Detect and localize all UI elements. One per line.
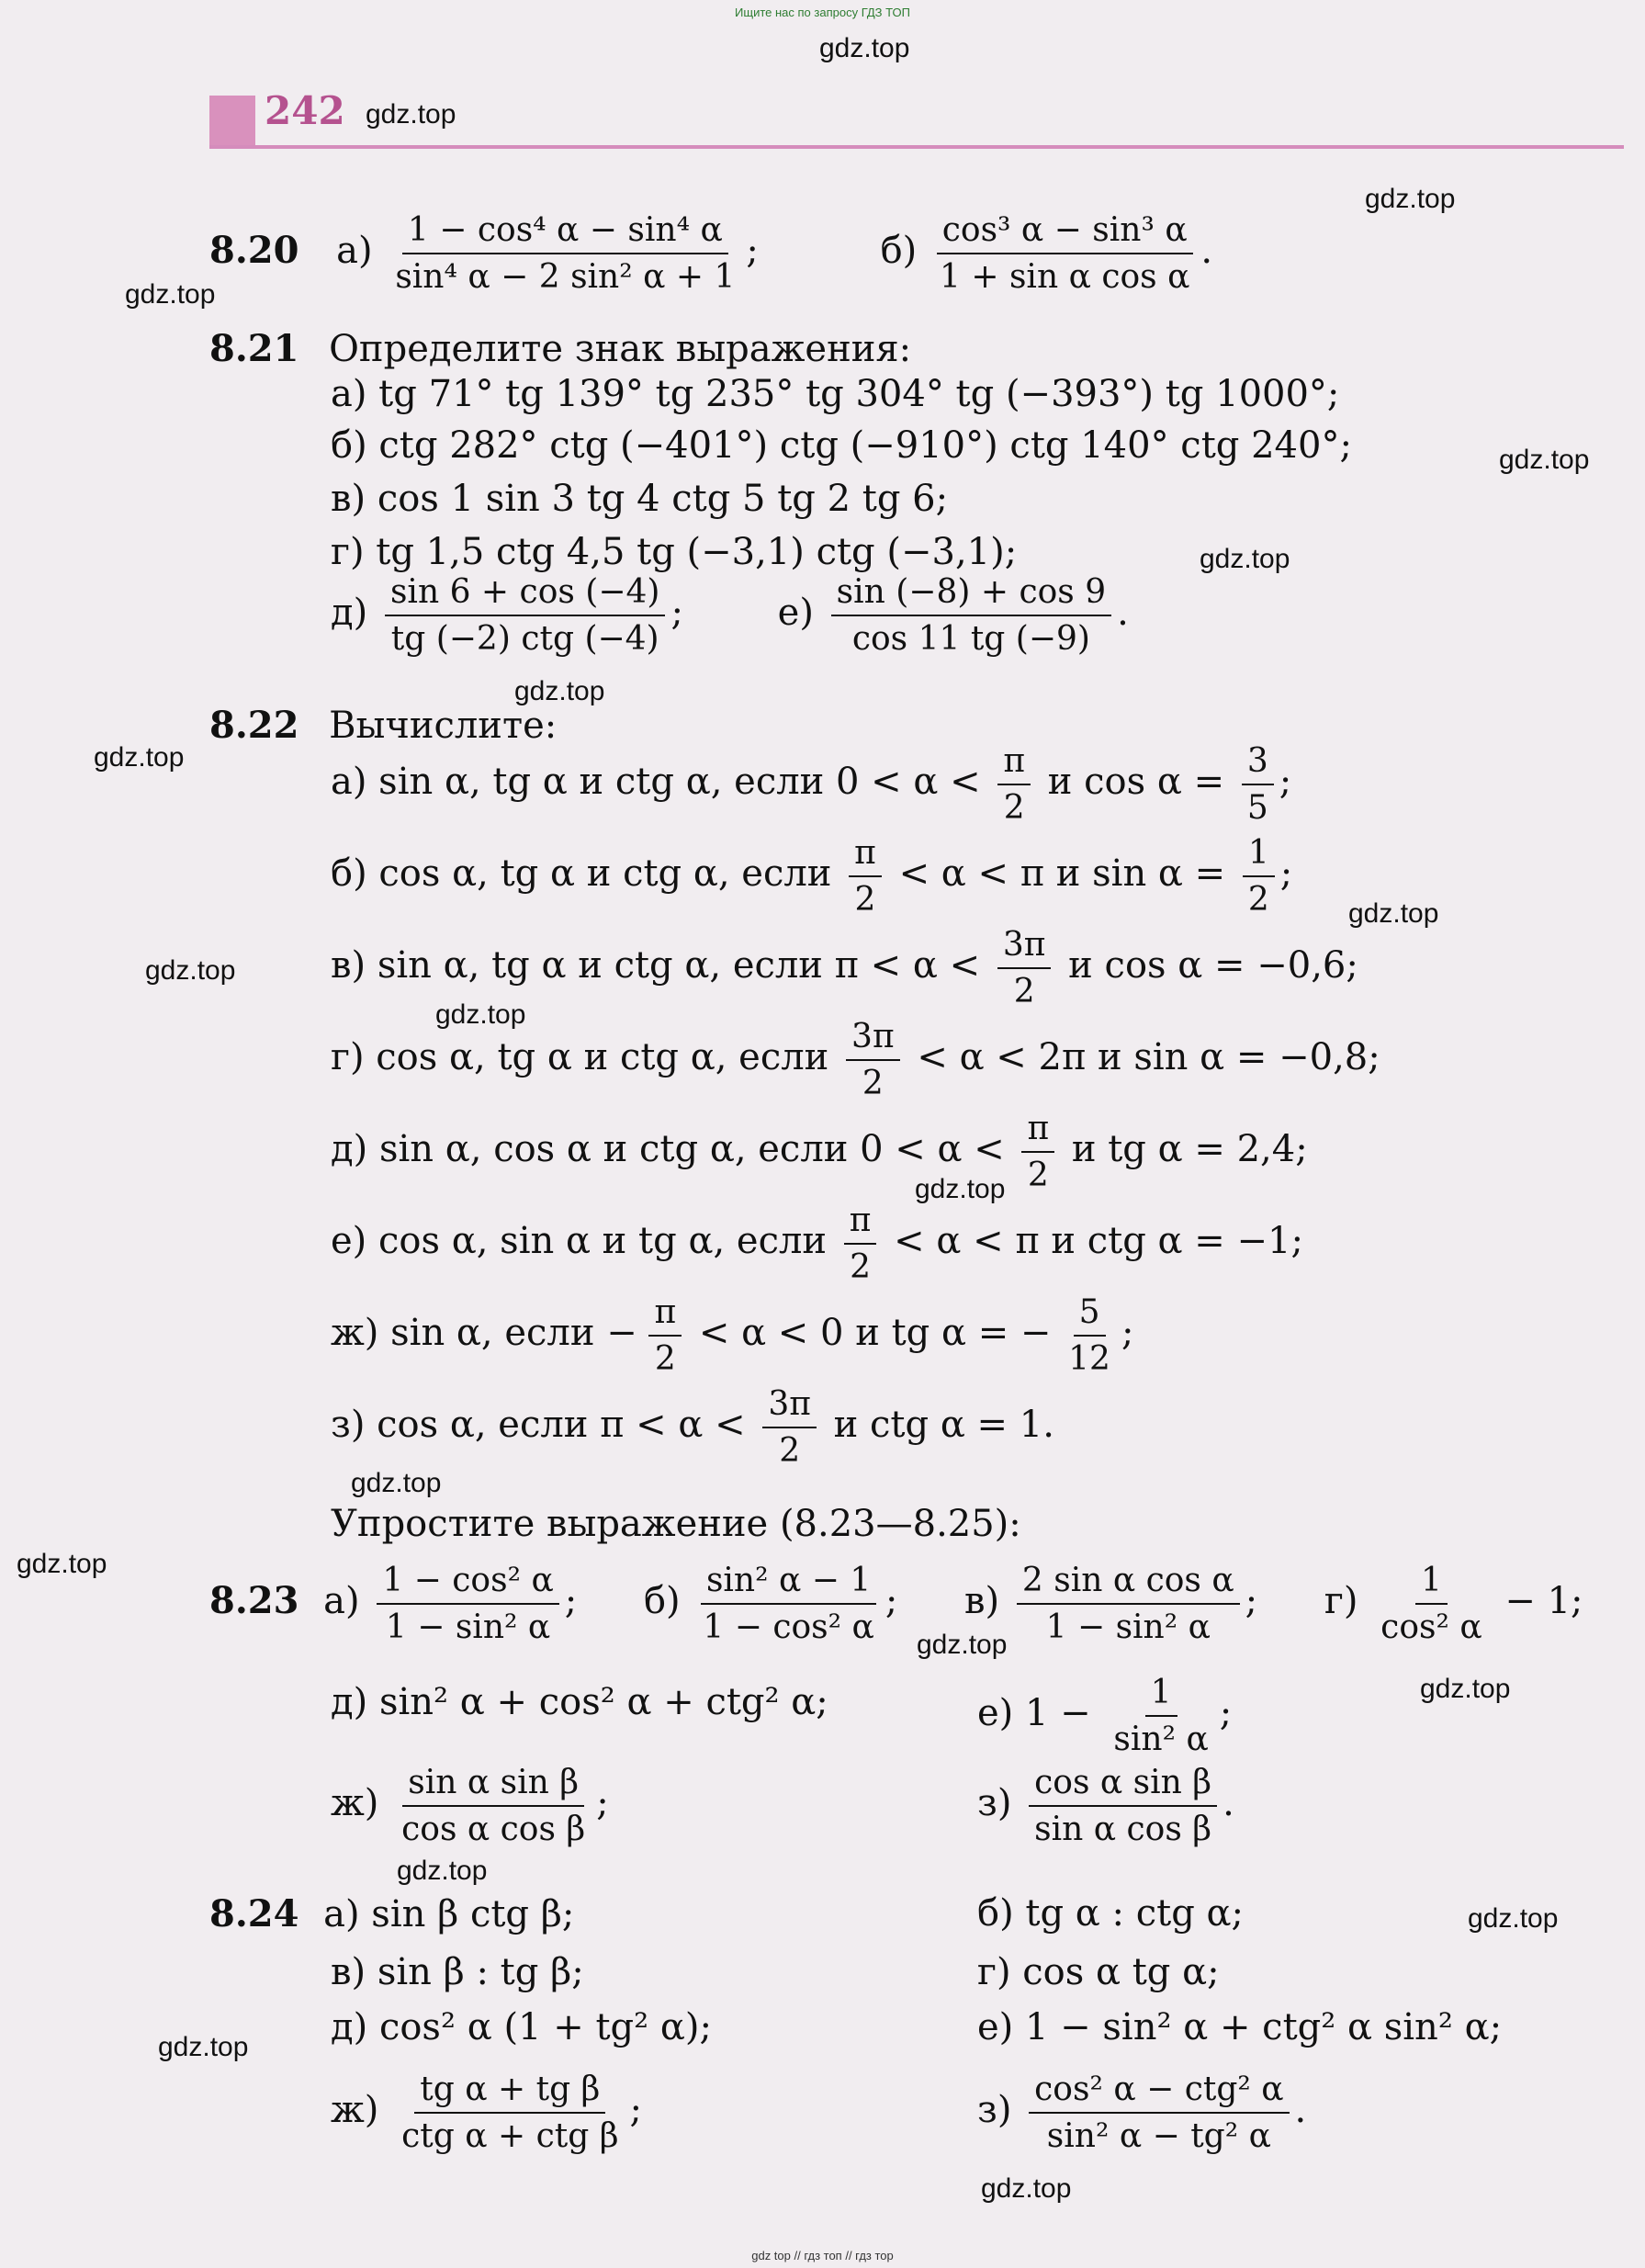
watermark: gdz.top [435, 999, 526, 1030]
item-d: д) sin² α + cos² α + ctg² α; [331, 1681, 828, 1723]
text: ж) sin α, если − [331, 1312, 637, 1354]
denominator: tg (−2) ctg (−4) [390, 620, 659, 658]
item-g: г) cos α tg α; [977, 1951, 1220, 1993]
watermark: gdz.top [351, 1468, 442, 1498]
punct: ; [596, 1782, 609, 1824]
problem-number: 8.24 [209, 1892, 299, 1935]
punct: . [1222, 1782, 1234, 1824]
item-v: в) cos 1 sin 3 tg 4 ctg 5 tg 2 tg 6; [331, 478, 949, 520]
item-label: з) [977, 1782, 1012, 1824]
fraction [648, 1293, 682, 1378]
watermark: gdz.top [915, 1174, 1006, 1204]
denominator: 5 [1246, 789, 1268, 827]
problem-8-22-title [209, 704, 557, 747]
denominator: ctg α + ctg β [401, 2117, 619, 2155]
punct: ; [1121, 1312, 1134, 1354]
fraction [1063, 1293, 1116, 1378]
denominator: 2 [854, 881, 876, 919]
denominator: 12 [1068, 1340, 1110, 1378]
watermark: gdz.top [1499, 445, 1590, 475]
item-a [331, 742, 1291, 827]
watermark: gdz.top [1348, 898, 1439, 929]
watermark: gdz.top [145, 955, 236, 986]
numerator: sin (−8) + cos 9 [831, 573, 1111, 616]
text: < α < π и sin α = [898, 852, 1226, 895]
numerator: π [997, 742, 1031, 785]
denominator: sin² α − tg² α [1046, 2117, 1271, 2155]
numerator: π [648, 1293, 682, 1337]
denominator: 1 − sin² α [385, 1608, 551, 1646]
text: и cos α = [1047, 761, 1225, 803]
numerator: 1 [1145, 1674, 1177, 1717]
item-d: д) cos² α (1 + tg² α); [331, 2006, 712, 2048]
header-rule [209, 145, 1624, 149]
text: б) cos α, tg α и ctg α, если [331, 852, 832, 895]
item-b: б) tg α : ctg α; [977, 1892, 1244, 1935]
text: а) sin α, tg α и ctg α, если 0 < α < [331, 761, 981, 803]
punct: . [1294, 2089, 1307, 2131]
fraction [385, 573, 665, 658]
watermark: gdz.top [1365, 184, 1456, 214]
numerator: sin² α − 1 [701, 1562, 876, 1605]
watermark: gdz.top [17, 1549, 107, 1579]
item-e [977, 1674, 1232, 1758]
numerator: 1 − cos² α [377, 1562, 558, 1605]
fraction [1242, 742, 1274, 827]
item-b: б) ctg 282° ctg (−401°) ctg (−910°) ctg 140° ctg 240°; [331, 424, 1352, 467]
problem-number: 8.20 [209, 229, 299, 272]
item-zh [331, 1764, 609, 1848]
item-b [331, 834, 1292, 919]
fraction [762, 1385, 817, 1470]
punct: ; [1279, 852, 1293, 895]
item-label: д) [331, 592, 368, 634]
fraction [1029, 2071, 1289, 2155]
item-e [331, 1202, 1303, 1286]
watermark: gdz.top [125, 279, 216, 310]
numerator: cos α sin β [1029, 1764, 1217, 1807]
problem-number: 8.22 [209, 704, 299, 747]
numerator: cos² α − ctg² α [1029, 2071, 1289, 2114]
denominator: cos 11 tg (−9) [851, 620, 1090, 658]
page-number-block [209, 96, 255, 145]
numerator: π [844, 1202, 877, 1245]
punct: ; [746, 230, 759, 272]
problem-title: Вычислите: [329, 705, 558, 747]
watermark: gdz.top [158, 2032, 249, 2062]
problem-8-21-title [209, 327, 911, 370]
item-label: а) [336, 230, 373, 272]
numerator: π [1021, 1110, 1054, 1153]
fraction [697, 1562, 879, 1646]
denominator: sin α cos β [1034, 1811, 1212, 1848]
punct: ; [884, 1580, 898, 1622]
watermark: gdz.top [819, 33, 910, 63]
text: и tg α = 2,4; [1071, 1128, 1308, 1170]
fraction [1108, 1674, 1213, 1758]
denominator: 2 [862, 1065, 884, 1102]
watermark: gdz.top [1468, 1903, 1559, 1934]
fraction [1021, 1110, 1054, 1194]
punct: ; [564, 1580, 578, 1622]
fraction [844, 1202, 877, 1286]
denominator: 1 − cos² α [703, 1608, 874, 1646]
item-label: а) [323, 1580, 360, 1622]
item-g: г) tg 1,5 ctg 4,5 tg (−3,1) ctg (−3,1); [331, 531, 1018, 573]
fraction [997, 742, 1031, 827]
text: е) cos α, sin α и tg α, если [331, 1220, 828, 1262]
problem-8-23-row1 [209, 1562, 1583, 1646]
top-note: Ищите нас по запросу ГДЗ ТОП [735, 6, 910, 19]
watermark: gdz.top [514, 676, 605, 706]
problem-8-24-row1 [209, 1892, 574, 1935]
text: − 1; [1504, 1580, 1583, 1622]
item-d-e [331, 573, 1129, 658]
text: < α < 2π и sin α = −0,8; [917, 1036, 1380, 1078]
item-label: ж) [331, 2089, 379, 2131]
watermark: gdz.top [1420, 1674, 1511, 1704]
fraction [389, 211, 740, 296]
fraction [1029, 1764, 1217, 1848]
denominator: 2 [850, 1248, 872, 1286]
punct: . [1117, 592, 1129, 634]
numerator: 3 [1242, 742, 1274, 785]
item-zh [331, 1293, 1133, 1378]
numerator: 1 − cos⁴ α − sin⁴ α [402, 211, 728, 254]
item-label: е) [777, 592, 814, 634]
page-number: 242 [265, 88, 345, 133]
problem-number: 8.21 [209, 327, 299, 370]
denominator: 2 [1247, 881, 1269, 919]
fraction [934, 211, 1195, 296]
watermark: gdz.top [917, 1630, 1008, 1660]
watermark: gdz.top [366, 99, 456, 130]
numerator: sin 6 + cos (−4) [385, 573, 665, 616]
numerator: tg α + tg β [414, 2071, 605, 2114]
fraction [831, 573, 1111, 658]
item-label: б) [643, 1580, 681, 1622]
fraction [396, 1764, 591, 1848]
text: з) cos α, если π < α < [331, 1404, 746, 1446]
item-z [977, 2071, 1306, 2155]
numerator: 3π [846, 1018, 900, 1061]
watermark: gdz.top [981, 2173, 1072, 2204]
denominator: 2 [1027, 1157, 1049, 1194]
numerator: sin α sin β [402, 1764, 584, 1807]
problem-number: 8.23 [209, 1579, 299, 1622]
fraction [396, 2071, 624, 2155]
numerator: 2 sin α cos α [1017, 1562, 1240, 1605]
text: в) sin α, tg α и ctg α, если π < α < [331, 944, 981, 987]
item-z [331, 1385, 1054, 1470]
numerator: 5 [1074, 1293, 1106, 1337]
fraction [1017, 1562, 1240, 1646]
item-label: в) [964, 1580, 1000, 1622]
fraction [1243, 834, 1275, 919]
denominator: cos α cos β [401, 1811, 586, 1848]
item-v: в) sin β : tg β; [331, 1951, 584, 1993]
punct: ; [1245, 1580, 1258, 1622]
item-label: з) [977, 2089, 1012, 2131]
item-z [977, 1764, 1234, 1848]
numerator: cos³ α − sin³ α [937, 211, 1193, 254]
section-title: Упростите выражение (8.23—8.25): [331, 1503, 1021, 1545]
punct: ; [629, 2089, 643, 2131]
fraction [846, 1018, 900, 1102]
fraction [849, 834, 882, 919]
item-label: г) [1324, 1580, 1358, 1622]
denominator: 2 [779, 1432, 801, 1470]
bottom-note: gdz top // гдз топ // гдз тор [751, 2249, 894, 2262]
item-a: а) tg 71° tg 139° tg 235° tg 304° tg (−393°) tg 1000°; [331, 373, 1340, 415]
item-a: а) sin β ctg β; [323, 1893, 575, 1935]
text: < α < π и ctg α = −1; [894, 1220, 1303, 1262]
punct: ; [1279, 761, 1292, 803]
item-label: б) [880, 230, 918, 272]
denominator: 2 [654, 1340, 676, 1378]
numerator: 3π [762, 1385, 817, 1428]
denominator: sin⁴ α − 2 sin² α + 1 [395, 258, 736, 296]
denominator: cos² α [1380, 1608, 1482, 1646]
fraction [1375, 1562, 1488, 1646]
item-v [331, 926, 1358, 1010]
text: е) 1 − [977, 1692, 1091, 1734]
problem-8-20 [209, 211, 1212, 296]
text: г) cos α, tg α и ctg α, если [331, 1036, 829, 1078]
text: и cos α = −0,6; [1068, 944, 1358, 987]
denominator: 1 + sin α cos α [940, 258, 1190, 296]
numerator: 1 [1415, 1562, 1448, 1605]
text: < α < 0 и tg α = − [698, 1312, 1052, 1354]
item-d [331, 1110, 1308, 1194]
item-g [331, 1018, 1380, 1102]
item-zh [331, 2071, 642, 2155]
numerator: π [849, 834, 882, 877]
numerator: 3π [997, 926, 1052, 969]
watermark: gdz.top [1200, 544, 1290, 574]
punct: ; [670, 592, 683, 634]
text: и ctg α = 1. [833, 1404, 1054, 1446]
punct: ; [1219, 1692, 1233, 1734]
item-label: ж) [331, 1782, 379, 1824]
numerator: 1 [1243, 834, 1275, 877]
watermark: gdz.top [397, 1856, 488, 1886]
denominator: 2 [1013, 973, 1035, 1010]
problem-title: Определите знак выражения: [329, 328, 912, 370]
denominator: 2 [1003, 789, 1025, 827]
fraction [377, 1562, 558, 1646]
watermark: gdz.top [94, 742, 185, 773]
punct: . [1200, 230, 1213, 272]
denominator: sin² α [1113, 1721, 1209, 1758]
item-e: е) 1 − sin² α + ctg² α sin² α; [977, 2006, 1503, 2048]
text: д) sin α, cos α и ctg α, если 0 < α < [331, 1128, 1005, 1170]
denominator: 1 − sin² α [1045, 1608, 1211, 1646]
fraction [997, 926, 1052, 1010]
